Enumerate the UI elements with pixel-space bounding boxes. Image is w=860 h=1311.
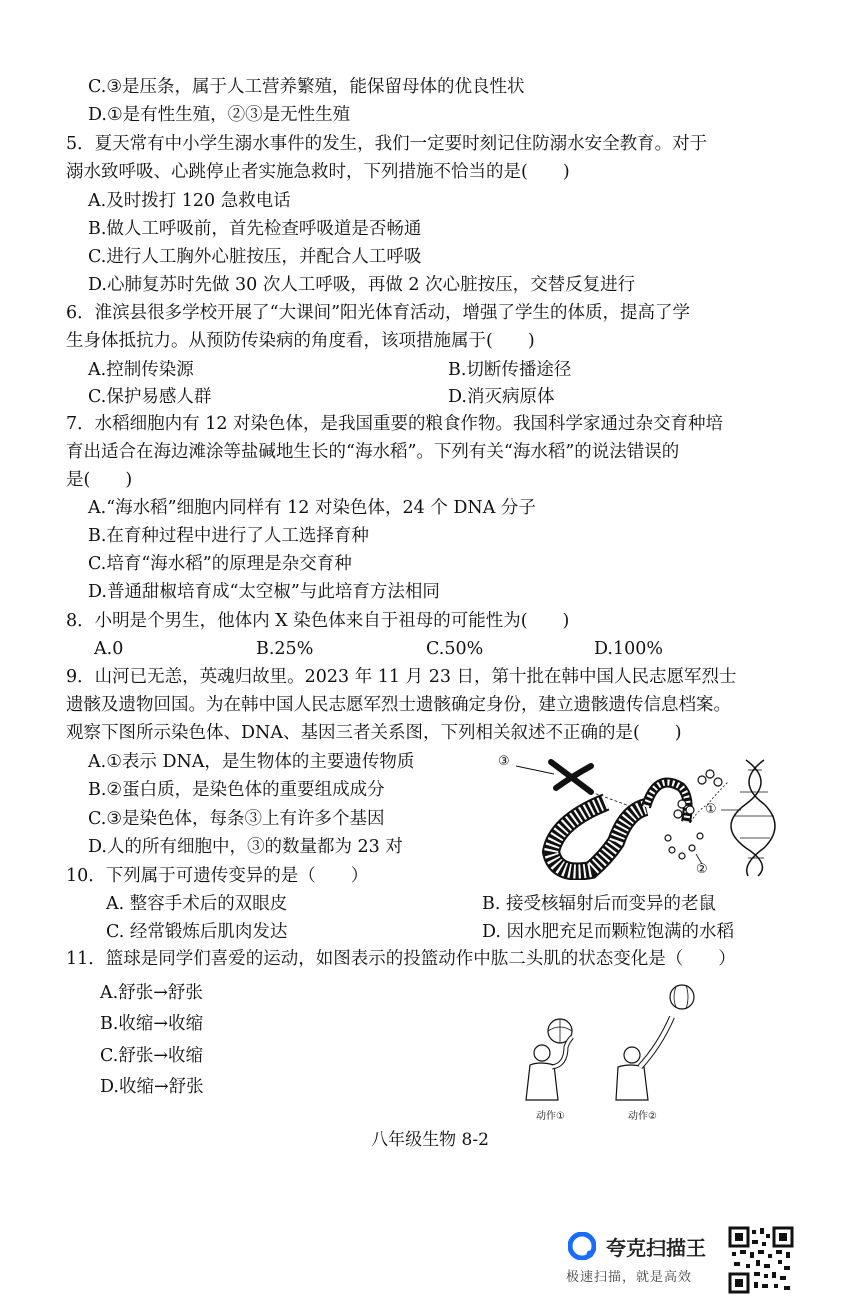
chromosome-dna-figure: [496, 752, 796, 880]
q7-stem-2: 育出适合在海边滩涂等盐碱地生长的“海水稻”。下列有关“海水稻”的说法错误的: [66, 442, 680, 462]
label-2: ②: [696, 862, 708, 877]
q11-option-d: D.收缩→舒张: [100, 1077, 204, 1097]
q6-option-c: C.保护易感人群: [88, 387, 212, 407]
q4-option-c: C.③是压条，属于人工营养繁殖，能保留母体的优良性状: [88, 77, 525, 97]
q5-stem-2: 溺水致呼吸、心跳停止者实施急救时，下列措施不恰当的是( ): [66, 162, 570, 182]
q8-stem: 8．小明是个男生，他体内 X 染色体来自于祖母的可能性为( ): [66, 611, 570, 631]
label-1: ①: [705, 802, 717, 817]
q5-option-d: D.心肺复苏时先做 30 次人工呼吸，再做 2 次心脏按压，交替反复进行: [88, 275, 636, 295]
q10-option-c: C. 经常锻炼后肌肉发达: [106, 922, 288, 942]
basketball-drawing: [520, 975, 710, 1105]
q7-option-b: B.在育种过程中进行了人工选择育种: [88, 526, 369, 546]
q6-stem-1: 6．淮滨县很多学校开展了“大课间”阳光体育活动，增强了学生的体质，提高了学: [66, 303, 691, 323]
q8-option-d: D.100%: [594, 639, 664, 659]
q10-option-b: B. 接受核辐射后而变异的老鼠: [482, 894, 716, 914]
q6-stem-2: 生身体抵抗力。从预防传染病的角度看，该项措施属于( ): [66, 331, 535, 351]
q10-stem: 10．下列属于可遗传变异的是（ ）: [66, 866, 369, 886]
q4-option-d: D.①是有性生殖，②③是无性生殖: [88, 105, 351, 125]
q9-stem-1: 9．山河已无恙，英魂归故里。2023 年 11 月 23 日，第十批在韩中国人民志愿军烈士: [66, 667, 737, 687]
q7-stem-3: 是( ): [66, 470, 133, 490]
q7-stem-1: 7．水稻细胞内有 12 对染色体，是我国重要的粮食作物。我国科学家通过杂交育种培: [66, 414, 724, 434]
q9-option-b: B.②蛋白质，是染色体的重要组成成分: [88, 780, 385, 800]
q9-option-c: C.③是染色体，每条③上有许多个基因: [88, 809, 385, 829]
q8-option-a: A.0: [94, 639, 124, 659]
q7-option-d: D.普通甜椒培育成“太空椒”与此培育方法相同: [88, 582, 440, 602]
q7-option-a: A.“海水稻”细胞内同样有 12 对染色体，24 个 DNA 分子: [88, 498, 536, 518]
q5-option-b: B.做人工呼吸前，首先检查呼吸道是否畅通: [88, 219, 422, 239]
q5-stem-1: 5．夏天常有中小学生溺水事件的发生，我们一定要时刻记住防溺水安全教育。对于: [66, 134, 708, 154]
scanner-brand: [566, 1226, 726, 1296]
qr-code-icon: [728, 1226, 794, 1294]
caption-action-2: 动作②: [628, 1111, 657, 1122]
q8-option-c: C.50%: [426, 639, 484, 659]
quark-logo-icon: [568, 1232, 596, 1260]
brand-tagline: 极速扫描，就是高效: [566, 1270, 693, 1285]
chromosome-diagram: [496, 752, 796, 880]
q6-option-a: A.控制传染源: [88, 360, 194, 380]
q8-option-b: B.25%: [256, 639, 314, 659]
q9-option-a: A.①表示 DNA，是生物体的主要遗传物质: [88, 752, 415, 772]
q10-option-a: A. 整容手术后的双眼皮: [106, 894, 288, 914]
basketball-figure: [520, 975, 710, 1125]
q7-option-c: C.培育“海水稻”的原理是杂交育种: [88, 554, 352, 574]
q9-stem-3: 观察下图所示染色体、DNA、基因三者关系图，下列相关叙述不正确的是( ): [66, 723, 682, 743]
q9-option-d: D.人的所有细胞中，③的数量都为 23 对: [88, 837, 403, 857]
q11-option-c: C.舒张→收缩: [100, 1046, 203, 1066]
q5-option-a: A.及时拨打 120 急救电话: [88, 191, 291, 211]
q6-option-b: B.切断传播途径: [448, 360, 572, 380]
caption-action-1: 动作①: [536, 1111, 565, 1122]
q5-option-c: C.进行人工胸外心脏按压，并配合人工呼吸: [88, 247, 422, 267]
page-footer: 八年级生物 8-2: [371, 1130, 489, 1150]
q11-stem: 11．篮球是同学们喜爱的运动，如图表示的投篮动作中肱二头肌的状态变化是（ ）: [66, 949, 736, 969]
label-3: ③: [498, 754, 510, 769]
q11-option-b: B.收缩→收缩: [100, 1014, 204, 1034]
q10-option-d: D. 因水肥充足而颗粒饱满的水稻: [482, 922, 735, 942]
brand-name: 夸克扫描王: [606, 1236, 706, 1260]
q6-option-d: D.消灭病原体: [448, 387, 555, 407]
q11-option-a: A.舒张→舒张: [100, 983, 203, 1003]
q9-stem-2: 遗骸及遗物回国。为在韩中国人民志愿军烈士遗骸确定身份，建立遗骸遗传信息档案。: [66, 695, 731, 715]
